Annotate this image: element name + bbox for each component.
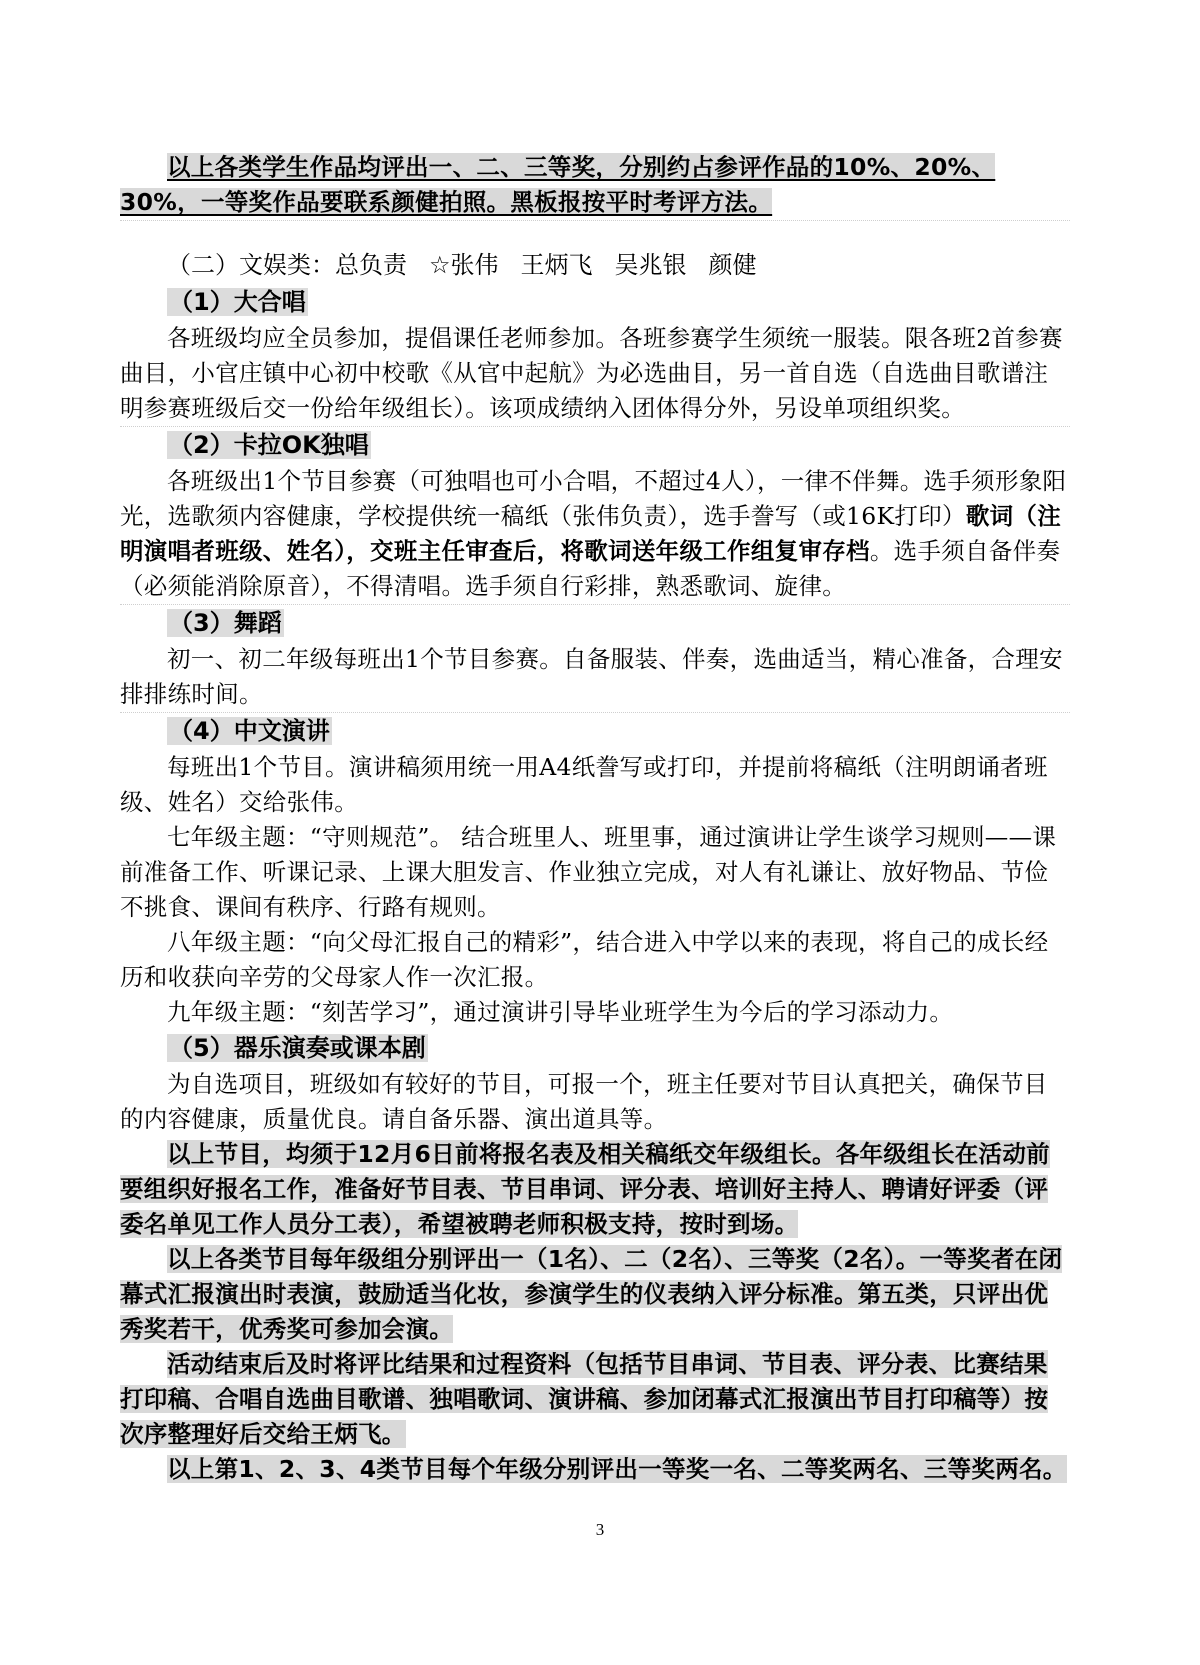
item3-heading: （3）舞蹈 (169, 609, 282, 637)
item1-body: 各班级均应全员参加，提倡课任老师参加。各班参赛学生须统一服装。限各班2首参赛曲目，小官庄镇中心初中校歌《从官中起航》为必选曲目，另一首自选（自选曲目歌谱注明参赛班级后交一份给年级组长）。该项成绩纳入团体得分外，另设单项组织奖。 (120, 321, 1070, 427)
item4-grade9: 九年级主题：“刻苦学习”，通过演讲引导毕业班学生为今后的学习添动力。 (167, 998, 954, 1026)
person-3: 吴兆银 (614, 251, 687, 279)
person-2: 王炳飞 (520, 251, 593, 279)
item5-body: 为自选项目，班级如有较好的节目，可报一个，班主任要对节目认真把关，确保节目的内容健康，质量优良。请自备乐器、演出道具等。 (120, 1070, 1048, 1133)
item2-heading: （2）卡拉OK独唱 (169, 431, 369, 459)
item4-grade8: 八年级主题：“向父母汇报自己的精彩”，结合进入中学以来的表现，将自己的成长经历和收获向辛劳的父母家人作一次汇报。 (120, 928, 1049, 991)
note-2: 以上各类节目每年级组分别评出一（1名）、二（2名）、三等奖（2名）。一等奖者在闭幕式汇报演出时表演，鼓励适当化妆，参演学生的仪表纳入评分标准。第五类，只评出优秀奖若干，优秀奖可参加会演。 (120, 1245, 1063, 1343)
item2-body-b: 歌词（注明演唱者班级、姓名），交班主任审查后，将歌词送年级工作组复审存档 (120, 502, 1062, 565)
note-1: 以上节目，均须于12月6日前将报名表及相关稿纸交年级组长。各年级组长在活动前要组织好报名工作，准备好节目表、节目串词、评分表、培训好主持人、聘请好评委（评委名单见工作人员分工表），希望被聘老师积极支持，按时到场。 (120, 1140, 1050, 1238)
item4-grade7: 七年级主题：“守则规范”。 结合班里人、班里事，通过演讲让学生谈学习规则——课前准备工作、听课记录、上课大胆发言、作业独立完成，对人有礼谦让、放好物品、节俭不挑食、课间有秩序、行路有规则。 (120, 823, 1057, 921)
section-title-text: （二）文娱类：总负责 (167, 251, 407, 279)
note-3: 活动结束后及时将评比结果和过程资料（包括节目串词、节目表、评分表、比赛结果打印稿、合唱自选曲目歌谱、独唱歌词、演讲稿、参加闭幕式汇报演出节目打印稿等）按次序整理好后交给王炳飞。 (120, 1350, 1049, 1448)
item1-heading: （1）大合唱 (169, 288, 306, 316)
item5-heading: （5）器乐演奏或课本剧 (169, 1034, 426, 1062)
item2-body-a: 各班级出1个节目参赛（可独唱也可小合唱，不超过4人），一律不伴舞。选手须形象阳光，选歌须内容健康，学校提供统一稿纸（张伟负责），选手誊写（或16K打印） (120, 467, 1067, 530)
item2-body (120, 464, 1070, 605)
item3-body: 初一、初二年级每班出1个节目参赛。自备服装、伴奏，选曲适当，精心准备，合理安排排练时间。 (120, 642, 1070, 713)
item4-heading: （4）中文演讲 (169, 717, 330, 745)
person-1: ☆张伟 (429, 251, 499, 279)
note-4: 以上第1、2、3、4类节目每个年级分别评出一等奖一名、二等奖两名、三等奖两名。 (167, 1455, 1067, 1483)
section-title (120, 247, 1070, 284)
page-number: 3 (595, 1520, 605, 1539)
document-page (120, 150, 1070, 1487)
intro-paragraph (120, 150, 1070, 221)
item2-body-c: 。选手须自备伴奏（必须能消除原音），不得清唱。选手须自行彩排，熟悉歌词、旋律。 (120, 537, 1061, 600)
item4-body: 每班出1个节目。演讲稿须用统一用A4纸誊写或打印，并提前将稿纸（注明朗诵者班级、姓名）交给张伟。 (120, 753, 1048, 816)
person-4: 颜健 (708, 251, 757, 279)
intro-text: 以上各类学生作品均评出一、二、三等奖，分别约占参评作品的10%、20%、30%，一等奖作品要联系颜健拍照。黑板报按平时考评方法。 (120, 153, 996, 216)
